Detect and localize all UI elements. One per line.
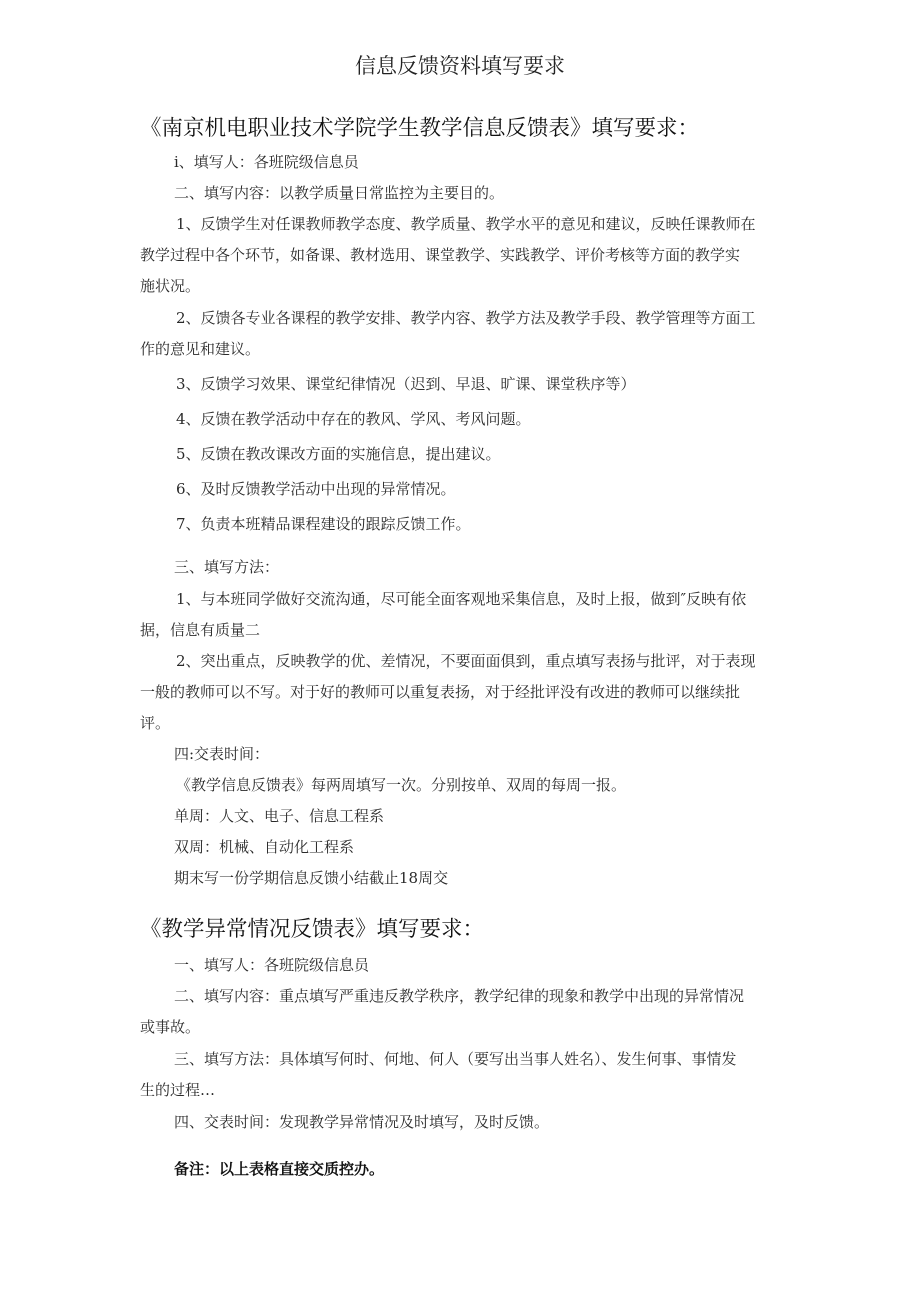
section1-heading: 《南京机电职业技术学院学生教学信息反馈表》填写要求：: [140, 116, 700, 141]
section1-term-end: 期末写一份学期信息反馈小结截止18周交: [174, 869, 449, 887]
section1-method2-line2: 一般的教师可以不写。对于好的教师可以重复表扬，对于经批评没有改进的教师可以继续批: [140, 683, 741, 701]
section1-item7: 7、负责本班精品课程建设的跟踪反馈工作。: [176, 515, 471, 533]
section1-method-heading: 三、填写方法：: [174, 558, 280, 576]
section2-content-line2: 或事故。: [140, 1018, 201, 1036]
section1-item6: 6、及时反馈教学活动中出现的异常情况。: [176, 480, 456, 498]
section1-item1-line2: 教学过程中各个环节，如备课、教材选用、课堂教学、实践教学、评价考核等方面的教学实: [140, 246, 741, 264]
section1-time-line1: 《教学信息反馈表》每两周填写一次。分别按单、双周的每周一报。: [176, 776, 627, 794]
section1-item1-line3: 施状况。: [140, 277, 201, 295]
section1-single-week: 单周：人文、电子、信息工程系: [174, 807, 385, 825]
section2-time-line: 四、交表时间：发现教学异常情况及时填写，及时反馈。: [174, 1113, 550, 1131]
section2-method-line2: 生的过程…: [140, 1081, 216, 1099]
document-title: 信息反馈资料填写要求: [355, 54, 565, 78]
section1-double-week: 双周：机械、自动化工程系: [174, 838, 355, 856]
section2-method-line1: 三、填写方法：具体填写何时、何地、何人（要写出当事人姓名）、发生何事、事情发: [174, 1050, 737, 1068]
section2-filler: 一、填写人：各班院级信息员: [174, 956, 370, 974]
section1-item3: 3、反馈学习效果、课堂纪律情况（迟到、早退、旷课、课堂秩序等）: [176, 375, 636, 393]
section2-heading: 《教学异常情况反馈表》填写要求：: [140, 917, 485, 942]
section1-filler: i、填写人：各班院级信息员: [174, 153, 359, 171]
section1-item2-line2: 作的意见和建议。: [140, 340, 261, 358]
section1-item5: 5、反馈在教改课改方面的实施信息，提出建议。: [176, 445, 501, 463]
section1-method1-line2: 据，信息有质量二: [140, 621, 261, 639]
section1-time-heading: 四:交表时间：: [174, 745, 270, 763]
section1-item4: 4、反馈在教学活动中存在的教风、学风、考风问题。: [176, 410, 531, 428]
section1-item2-line1: 2、反馈各专业各课程的教学安排、教学内容、教学方法及教学手段、教学管理等方面工: [176, 309, 756, 327]
section1-method2-line3: 评。: [140, 714, 171, 732]
section1-item1-line1: 1、反馈学生对任课教师教学态度、教学质量、教学水平的意见和建议，反映任课教师在: [176, 215, 756, 233]
section1-content-heading: 二、填写内容：以教学质量日常监控为主要目的。: [174, 184, 505, 202]
section1-method2-line1: 2、突出重点，反映教学的优、差情况，不要面面俱到，重点填写表扬与批评，对于表现: [176, 652, 756, 670]
footer-note: 备注：以上表格直接交质控办。: [174, 1160, 385, 1178]
section2-content-line1: 二、填写内容：重点填写严重违反教学秩序，教学纪律的现象和教学中出现的异常情况: [174, 987, 745, 1005]
section1-method1-line1: 1、与本班同学做好交流沟通，尽可能全面客观地采集信息，及时上报，做到″反映有依: [176, 590, 747, 608]
